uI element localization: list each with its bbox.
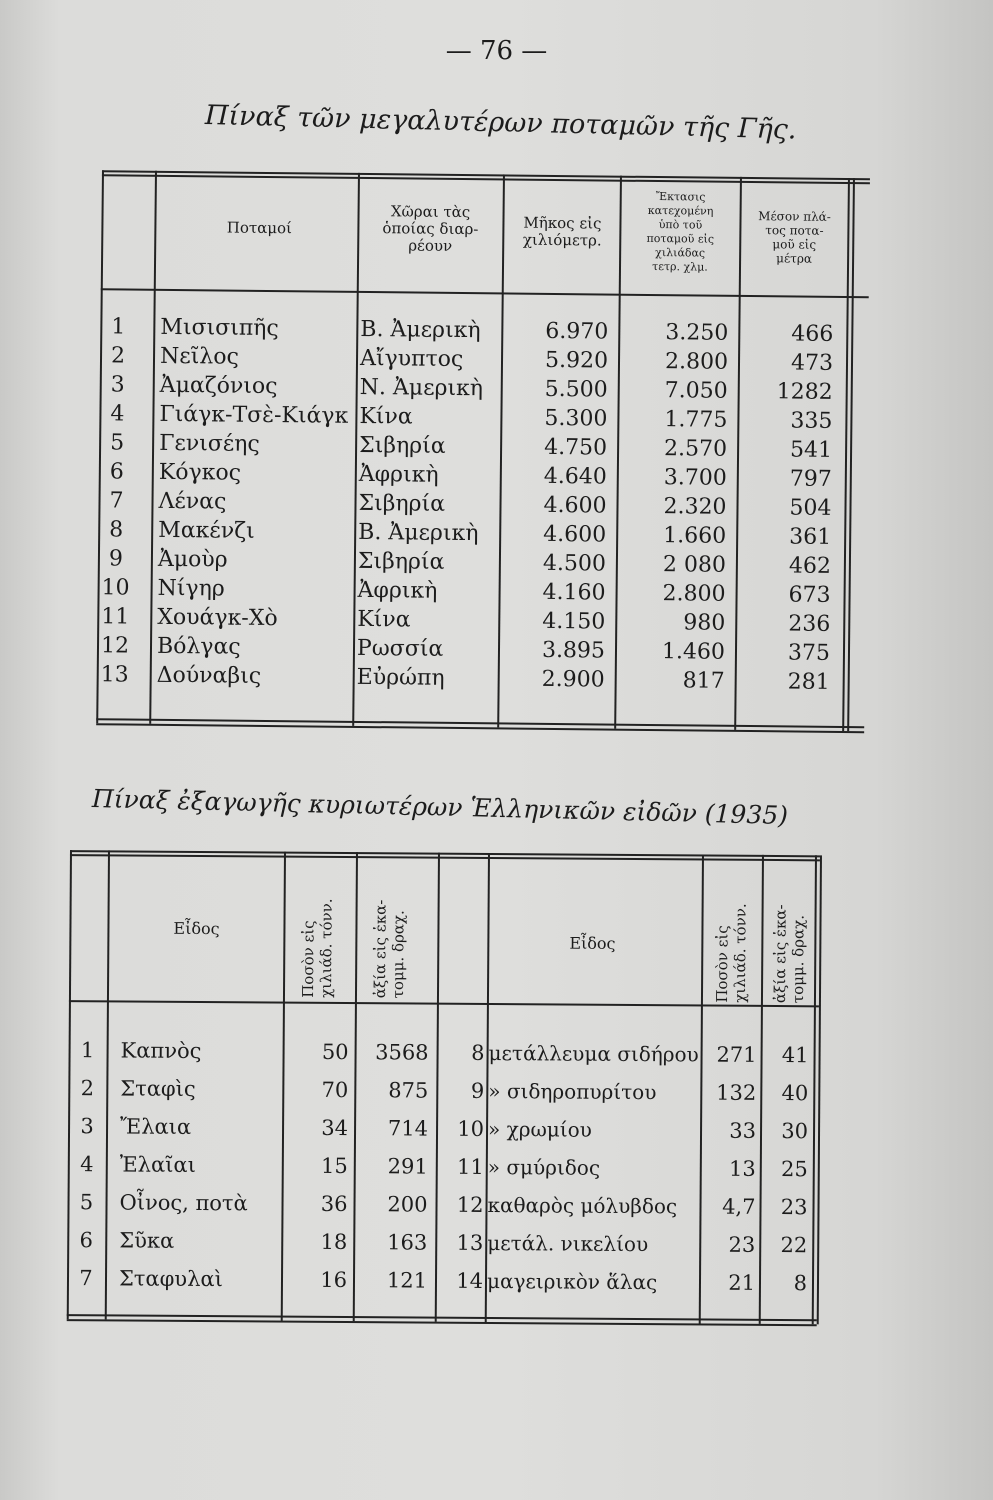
item-name: » σμύριδος (487, 1155, 601, 1180)
river-name: Γιάγκ-Τσὲ-Κιάγκ (159, 401, 349, 429)
river-width: 281 (787, 669, 830, 695)
item-value: 23 (780, 1195, 808, 1220)
item-quantity: 50 (321, 1039, 349, 1065)
header-line: ρέουν (408, 236, 453, 255)
header-line: κατεχομένη (647, 203, 714, 218)
exports-table (55, 850, 823, 1355)
table-row (56, 1038, 821, 1081)
item-quantity: 23 (728, 1232, 756, 1257)
river-area: 1.460 (661, 639, 726, 665)
header-line: Ποσὸν εἰς (298, 920, 318, 998)
row-number: 8 (109, 517, 124, 543)
river-area: 1.660 (663, 523, 727, 549)
item-quantity: 4,7 (722, 1194, 756, 1219)
header-line: τομμ. δραχ. (788, 914, 808, 1004)
exports-table-title: Πίναξ ἐξαγωγῆς κυριωτέρων Ἑλληνικῶν εἰδῶν (1935) (91, 784, 789, 831)
header-rivers: Ποταμοί (226, 218, 293, 238)
river-name: Ἀμαζόνιος (159, 372, 278, 400)
table-row (55, 1228, 820, 1271)
river-width: 462 (788, 553, 832, 579)
item-name: Σταφὶς (120, 1076, 196, 1101)
item-quantity: 132 (716, 1080, 757, 1105)
river-country: Εὐρώπη (356, 664, 445, 691)
item-name: Καπνὸς (120, 1038, 202, 1064)
item-name: μαγειρικὸν ἅλας (486, 1269, 658, 1295)
table-row (56, 1076, 821, 1119)
header-length (507, 214, 617, 249)
header-line: χιλιάδας (655, 246, 706, 260)
header-value-right (771, 879, 808, 1003)
row-number: 6 (109, 459, 124, 485)
header-line: τομμ. δραχ. (388, 910, 408, 999)
header-rule (101, 288, 869, 298)
river-width: 1282 (776, 379, 833, 405)
row-number: 3 (110, 372, 125, 398)
item-quantity: 33 (729, 1118, 757, 1143)
header-qty-left (299, 870, 336, 998)
river-country: Κίνα (357, 606, 411, 633)
river-length: 5.300 (544, 405, 608, 432)
header-line: Μῆκος εἰς (523, 213, 602, 233)
row-number: 2 (80, 1076, 95, 1101)
item-quantity: 15 (320, 1153, 348, 1179)
rivers-table (74, 170, 870, 753)
item-value: 30 (781, 1119, 809, 1144)
item-quantity: 16 (320, 1267, 348, 1293)
row-number: 12 (100, 633, 130, 659)
river-name: Μισισιπῆς (160, 314, 279, 342)
row-number: 10 (457, 1116, 485, 1141)
river-length: 4.600 (543, 521, 607, 548)
row-number: 10 (101, 575, 130, 601)
river-area: 3.700 (663, 465, 727, 491)
item-value: 291 (387, 1154, 428, 1179)
row-number: 4 (80, 1152, 94, 1177)
item-quantity: 13 (728, 1156, 756, 1181)
river-width: 236 (788, 611, 831, 637)
river-name: Μακένζι (158, 517, 255, 544)
river-length: 5.920 (544, 347, 609, 374)
item-name: Ἔλαια (119, 1114, 192, 1139)
header-area (623, 190, 738, 275)
item-quantity: 34 (321, 1115, 349, 1141)
river-area: 2 080 (662, 552, 727, 578)
river-country: Σιβηρία (358, 490, 446, 517)
river-width: 361 (789, 524, 832, 550)
river-width: 335 (790, 408, 833, 434)
river-country: Σιβηρία (359, 432, 446, 459)
river-area: 3.250 (665, 320, 729, 346)
river-area: 2.800 (664, 349, 729, 375)
river-area: 2.800 (662, 581, 726, 607)
row-number: 9 (470, 1078, 485, 1103)
river-length: 4.600 (543, 492, 607, 519)
river-country: Ἀφρικὴ (358, 461, 439, 488)
item-name: καθαρὸς μόλυβδος (487, 1193, 678, 1219)
river-name: Ἀμοὺρ (157, 546, 228, 573)
item-quantity: 271 (716, 1042, 757, 1067)
river-country: Β. Ἀμερικὴ (358, 519, 479, 547)
item-value: 163 (387, 1230, 428, 1255)
item-value: 25 (780, 1157, 808, 1182)
river-area: 1.775 (664, 407, 728, 433)
row-number: 7 (79, 1266, 93, 1291)
row-number: 12 (456, 1192, 484, 1217)
item-name: μετάλλευμα σιδήρου (488, 1041, 699, 1067)
row-number: 13 (100, 662, 129, 688)
item-value: 121 (386, 1268, 428, 1293)
row-number: 1 (111, 314, 126, 340)
item-value: 714 (387, 1116, 429, 1141)
river-area: 2.570 (663, 436, 728, 462)
river-area: 980 (683, 610, 726, 636)
row-number: 5 (79, 1190, 94, 1215)
header-line: χιλιάδ. τόνν. (316, 898, 336, 998)
river-country: Αἴγυπτος (359, 345, 464, 373)
row-number: 7 (109, 488, 124, 514)
river-name: Γενισέης (159, 430, 260, 457)
item-value: 41 (781, 1043, 809, 1068)
river-length: 5.500 (544, 376, 608, 403)
header-line: Ἔκτασις (655, 190, 706, 204)
river-name: Βόλγας (156, 633, 241, 660)
river-area: 817 (682, 668, 725, 694)
item-value: 875 (388, 1078, 429, 1103)
river-country: Ρωσσία (356, 635, 444, 662)
item-name: » χρωμίου (487, 1117, 592, 1142)
river-area: 7.050 (664, 378, 728, 404)
row-number: 2 (110, 343, 126, 369)
row-number: 6 (79, 1228, 94, 1253)
table-row (56, 1114, 821, 1157)
header-line: μέτρα (776, 251, 813, 266)
item-value: 200 (387, 1192, 428, 1217)
item-name: μετάλ. νικελίου (487, 1231, 649, 1257)
row-number: 11 (101, 604, 130, 630)
river-width: 504 (789, 495, 832, 521)
river-width: 673 (788, 582, 831, 608)
row-number: 11 (456, 1154, 484, 1179)
item-value: 22 (780, 1233, 808, 1258)
river-width: 541 (789, 437, 833, 463)
river-name: Κόγκος (158, 459, 242, 486)
row-number: 8 (471, 1040, 485, 1065)
header-line: χιλιάδ. τόνν. (730, 903, 750, 1003)
river-country: Ν. Ἀμερικὴ (359, 374, 484, 402)
river-width: 797 (789, 466, 832, 492)
river-length: 4.160 (542, 579, 606, 606)
row-number: 1 (80, 1038, 95, 1063)
header-qty-right (713, 879, 750, 1003)
river-length: 4.750 (544, 434, 608, 461)
rivers-table-title: Πίναξ τῶν μεγαλυτέρων ποταμῶν τῆς Γῆς. (204, 100, 797, 146)
river-area: 2.320 (663, 494, 727, 520)
item-name: Οἶνος, ποτὰ (119, 1190, 248, 1216)
item-value: 40 (781, 1081, 809, 1106)
river-name: Νεῖλος (159, 343, 239, 370)
river-country: Κίνα (359, 403, 413, 430)
river-width: 473 (790, 350, 834, 376)
header-width (743, 209, 846, 266)
table-row (55, 1266, 820, 1309)
river-name: Λένας (158, 488, 227, 515)
item-quantity: 18 (320, 1229, 348, 1255)
row-number: 3 (80, 1114, 94, 1139)
header-line: Χῶραι τὰς (390, 202, 471, 222)
item-quantity: 70 (321, 1077, 349, 1103)
item-name: Σταφυλαὶ (118, 1266, 223, 1292)
river-width: 466 (791, 321, 834, 347)
river-length: 4.150 (542, 608, 606, 635)
row-number: 5 (110, 430, 125, 456)
header-line: χιλιόμετρ. (522, 230, 602, 250)
header-line: ὑπὸ τοῦ (658, 218, 703, 232)
row-number: 9 (108, 546, 124, 572)
item-name: Ἐλαῖαι (119, 1152, 196, 1177)
item-value: 3568 (375, 1040, 429, 1065)
river-country: Ἀφρικὴ (357, 577, 438, 604)
header-rule (69, 1000, 819, 1007)
river-length: 4.640 (543, 463, 607, 490)
header-value-left (371, 870, 408, 998)
item-value: 8 (793, 1271, 808, 1296)
header-item-left: Εἶδος (173, 918, 220, 939)
river-country: Β. Ἀμερικὴ (360, 316, 481, 344)
header-item-right: Εἶδος (569, 933, 616, 953)
river-length: 4.500 (542, 550, 607, 577)
header-line: Ποσὸν εἰς (712, 925, 732, 1003)
item-quantity: 36 (320, 1191, 348, 1217)
header-line: ἀξία εἰς ἑκα- (770, 904, 790, 1004)
item-name: Σῦκα (119, 1228, 175, 1253)
river-country: Σιβηρία (357, 548, 445, 575)
river-length: 6.970 (545, 318, 609, 345)
header-countries (363, 203, 498, 255)
header-line: Μέσον πλά- (758, 209, 831, 224)
page-number: — 76 — (445, 36, 548, 66)
header-line: τετρ. χλμ. (652, 259, 708, 274)
header-line: ὁποίας διαρ- (382, 219, 479, 239)
item-name: » σιδηροπυρίτου (488, 1079, 657, 1105)
row-number: 14 (456, 1268, 484, 1293)
river-name: Δούναβις (156, 662, 262, 689)
river-width: 375 (787, 640, 831, 666)
item-quantity: 21 (728, 1270, 756, 1295)
table-row (56, 1152, 821, 1195)
river-name: Νίγηρ (157, 575, 225, 602)
header-line: μοῦ εἰς (772, 237, 817, 252)
row-number: 13 (456, 1230, 484, 1255)
header-line: τος ποτα- (765, 223, 824, 238)
river-length: 3.895 (541, 637, 606, 664)
header-line: ἀξία εἰς ἑκα- (370, 899, 390, 999)
table-row (55, 1190, 820, 1233)
river-length: 2.900 (541, 666, 605, 693)
river-name: Χουάγκ-Χὸ (157, 604, 278, 632)
header-line: ποταμοῦ εἰς (646, 231, 715, 246)
row-number: 4 (110, 401, 125, 427)
